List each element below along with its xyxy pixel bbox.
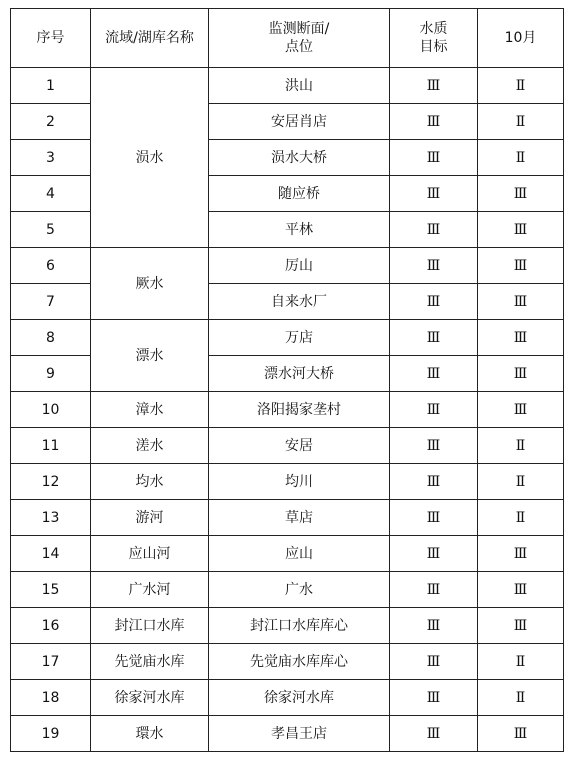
table-row xyxy=(11,536,564,572)
header-section-line1: 监测断面/ xyxy=(268,21,330,37)
table-row xyxy=(11,392,564,428)
cell-target: Ⅲ xyxy=(390,392,478,428)
cell-index: 8 xyxy=(11,320,91,356)
cell-month: Ⅲ xyxy=(478,248,564,284)
cell-index: 3 xyxy=(11,140,91,176)
cell-target: Ⅲ xyxy=(390,428,478,464)
cell-index: 4 xyxy=(11,176,91,212)
cell-target: Ⅲ xyxy=(390,68,478,104)
cell-basin: 先觉庙水库 xyxy=(91,644,209,680)
table-row xyxy=(11,608,564,644)
cell-target: Ⅲ xyxy=(390,320,478,356)
header-target xyxy=(390,9,478,68)
header-target-line1: 水质 xyxy=(419,21,448,37)
cell-month: Ⅲ xyxy=(478,356,564,392)
header-section-line2: 点位 xyxy=(285,39,313,55)
cell-target: Ⅲ xyxy=(390,464,478,500)
cell-section: 随应桥 xyxy=(209,176,390,212)
cell-target: Ⅲ xyxy=(390,176,478,212)
cell-target: Ⅲ xyxy=(390,500,478,536)
cell-month: Ⅲ xyxy=(478,536,564,572)
cell-target: Ⅲ xyxy=(390,680,478,716)
water-quality-table xyxy=(10,8,564,752)
cell-target: Ⅲ xyxy=(390,248,478,284)
cell-index: 10 xyxy=(11,392,91,428)
cell-section: 安居 xyxy=(209,428,390,464)
cell-target: Ⅲ xyxy=(390,104,478,140)
cell-section: 厉山 xyxy=(209,248,390,284)
cell-basin: 漳水 xyxy=(91,392,209,428)
cell-month: Ⅱ xyxy=(478,644,564,680)
cell-month: Ⅲ xyxy=(478,176,564,212)
cell-index: 15 xyxy=(11,572,91,608)
cell-basin: 厥水 xyxy=(91,248,209,320)
cell-section: 漂水河大桥 xyxy=(209,356,390,392)
cell-month: Ⅲ xyxy=(478,392,564,428)
cell-section: 应山 xyxy=(209,536,390,572)
cell-target: Ⅲ xyxy=(390,608,478,644)
cell-month: Ⅲ xyxy=(478,284,564,320)
cell-section: 安居肖店 xyxy=(209,104,390,140)
cell-index: 11 xyxy=(11,428,91,464)
cell-month: Ⅲ xyxy=(478,212,564,248)
cell-target: Ⅲ xyxy=(390,536,478,572)
cell-month: Ⅱ xyxy=(478,500,564,536)
cell-target: Ⅲ xyxy=(390,572,478,608)
table-row xyxy=(11,68,564,104)
table-body xyxy=(11,68,564,752)
cell-basin: 環水 xyxy=(91,716,209,752)
cell-index: 14 xyxy=(11,536,91,572)
cell-section: 草店 xyxy=(209,500,390,536)
cell-index: 18 xyxy=(11,680,91,716)
cell-target: Ⅲ xyxy=(390,140,478,176)
cell-index: 1 xyxy=(11,68,91,104)
cell-month: Ⅱ xyxy=(478,140,564,176)
cell-target: Ⅲ xyxy=(390,644,478,680)
cell-month: Ⅱ xyxy=(478,428,564,464)
cell-index: 7 xyxy=(11,284,91,320)
cell-month: Ⅱ xyxy=(478,464,564,500)
cell-target: Ⅲ xyxy=(390,356,478,392)
cell-month: Ⅲ xyxy=(478,716,564,752)
table-row xyxy=(11,500,564,536)
cell-month: Ⅲ xyxy=(478,572,564,608)
table-row xyxy=(11,320,564,356)
cell-section: 封江口水库库心 xyxy=(209,608,390,644)
cell-index: 2 xyxy=(11,104,91,140)
cell-index: 9 xyxy=(11,356,91,392)
cell-basin: 游河 xyxy=(91,500,209,536)
table-row xyxy=(11,716,564,752)
cell-section: 平林 xyxy=(209,212,390,248)
cell-basin: 均水 xyxy=(91,464,209,500)
cell-section: 自来水厂 xyxy=(209,284,390,320)
cell-basin: 漂水 xyxy=(91,320,209,392)
cell-index: 5 xyxy=(11,212,91,248)
cell-section: 先觉庙水库库心 xyxy=(209,644,390,680)
table-row xyxy=(11,680,564,716)
cell-basin: 涢水 xyxy=(91,68,209,248)
cell-month: Ⅲ xyxy=(478,320,564,356)
cell-basin: 广水河 xyxy=(91,572,209,608)
cell-index: 6 xyxy=(11,248,91,284)
header-section xyxy=(209,9,390,68)
table-row xyxy=(11,572,564,608)
cell-section: 万店 xyxy=(209,320,390,356)
cell-section: 广水 xyxy=(209,572,390,608)
cell-month: Ⅱ xyxy=(478,68,564,104)
cell-index: 12 xyxy=(11,464,91,500)
cell-month: Ⅲ xyxy=(478,608,564,644)
table-header-row xyxy=(11,9,564,68)
header-target-line2: 目标 xyxy=(419,39,448,55)
table-row xyxy=(11,248,564,284)
table-row xyxy=(11,428,564,464)
cell-month: Ⅱ xyxy=(478,680,564,716)
cell-month: Ⅱ xyxy=(478,104,564,140)
cell-section: 洛阳揭家垄村 xyxy=(209,392,390,428)
cell-section: 孝昌王店 xyxy=(209,716,390,752)
cell-index: 17 xyxy=(11,644,91,680)
cell-target: Ⅲ xyxy=(390,284,478,320)
cell-target: Ⅲ xyxy=(390,212,478,248)
header-index: 序号 xyxy=(11,9,91,68)
cell-basin: 封江口水库 xyxy=(91,608,209,644)
cell-basin: 徐家河水库 xyxy=(91,680,209,716)
table-row xyxy=(11,644,564,680)
cell-index: 19 xyxy=(11,716,91,752)
cell-basin: 溠水 xyxy=(91,428,209,464)
cell-section: 洪山 xyxy=(209,68,390,104)
cell-section: 涢水大桥 xyxy=(209,140,390,176)
header-basin: 流域/湖库名称 xyxy=(91,9,209,68)
cell-index: 16 xyxy=(11,608,91,644)
cell-section: 徐家河水库 xyxy=(209,680,390,716)
cell-basin: 应山河 xyxy=(91,536,209,572)
cell-target: Ⅲ xyxy=(390,716,478,752)
header-month: 10月 xyxy=(478,9,564,68)
cell-index: 13 xyxy=(11,500,91,536)
table-row xyxy=(11,464,564,500)
cell-section: 均川 xyxy=(209,464,390,500)
